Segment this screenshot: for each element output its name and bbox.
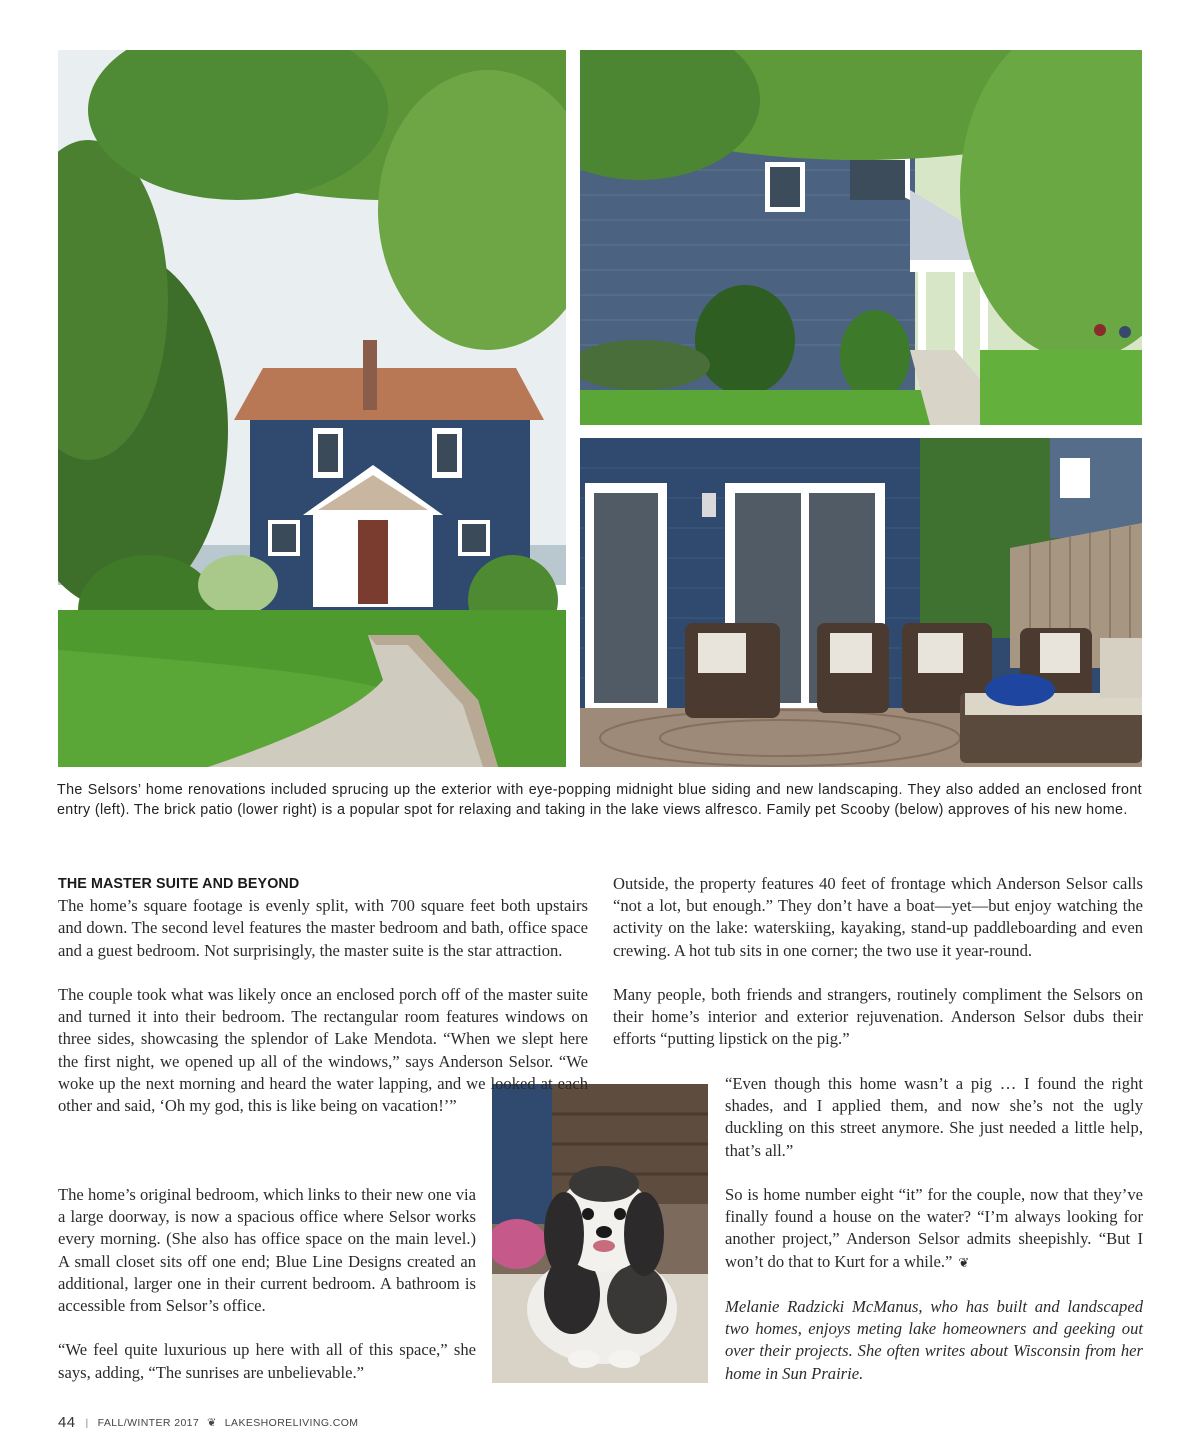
photo-patio: [580, 438, 1142, 767]
paragraph-quote: “Even though this home wasn’t a pig … I found the right shades, and I applied them, and now she’s not the ugly duckling on this street anymore. She just needed a little help, that’s all.”: [725, 1074, 1143, 1160]
paragraph-home-eight: [725, 1184, 1143, 1274]
section-heading: THE MASTER SUITE AND BEYOND: [58, 876, 300, 892]
article-column-right: [613, 873, 1143, 1051]
paragraph-compliments: Many people, both friends and strangers, routinely compliment the Selsors on their home’s interior and exterior rejuvenation. Anderson Selsor dubs their efforts “putting lipstick on the pig.”: [613, 985, 1143, 1049]
footer-separator: |: [85, 1416, 89, 1429]
photo-house-front: [58, 50, 566, 767]
article-column-left: [58, 873, 588, 1117]
photo-house-side: [580, 50, 1142, 425]
site-url: LAKESHORELIVING.COM: [224, 1416, 359, 1429]
end-mark-icon: ❦: [958, 1254, 970, 1270]
paragraph-square-footage: The home’s square footage is evenly split, with 700 square feet both upstairs and down. The second level features the master bedroom and bath, office space and a guest bedroom. Not surprisingly, the master suite is the star attraction.: [58, 896, 588, 960]
issue-label: FALL/WINTER 2017: [97, 1416, 200, 1429]
footer-mark-icon: ❦: [207, 1417, 217, 1429]
article-column-left-wrap: [58, 1184, 476, 1384]
paragraph-outside: Outside, the property features 40 feet of frontage which Anderson Selsor calls “not a lot, but enough.” They don’t have a boat—yet—but enjoy watching the activity on the lake: waterskiing, kayaking, stand-up paddleboarding and even crewing. A hot tub sits in one corner; the two use it year-round.: [613, 874, 1143, 960]
home-eight-text: So is home number eight “it” for the couple, now that they’ve finally found a house on the water? “I’m always looking for another project,” Anderson Selsor admits sheepishly. “But I won’t do that to Kurt for a while.”: [725, 1185, 1143, 1271]
page-footer: [58, 1414, 358, 1431]
page-number: 44: [58, 1414, 76, 1431]
article-column-right-lower: [725, 1073, 1143, 1385]
author-bio: Melanie Radzicki McManus, who has built and landscaped two homes, enjoys meting lake homeowners and geeking out over their projects. She often writes about Wisconsin from her home in Sun Prairie.: [725, 1297, 1143, 1383]
photo-dog-scooby: [492, 1084, 708, 1383]
paragraph-sunrises: “We feel quite luxurious up here with all of this space,” she says, adding, “The sunrises are unbelievable.”: [58, 1340, 476, 1382]
photo-caption: The Selsors’ home renovations included sprucing up the exterior with eye-popping midnight blue siding and new landscaping. They also added an enclosed front entry (left). The brick patio (lower right) is a popular spot for relaxing and taking in the lake views alfresco. Family pet Scooby (below) approves of his new home.: [57, 782, 1142, 818]
paragraph-bedroom: The couple took what was likely once an enclosed porch off of the master suite and turned it into their bedroom. The rectangular room features windows on three sides, showcasing the splendor of Lake Mendota. “When we slept here the first night, we opened up all of the windows,” says Anderson Selsor. “We woke up the next morning and heard the water lapping, and we looked at each other and said, ‘Oh my god, this is like being on vacation!’”: [58, 985, 588, 1116]
paragraph-office: The home’s original bedroom, which links to their new one via a large doorway, is now a spacious office where Selsor works every morning. (She also has office space on the main level.) A small closet sits off one end; Blue Line Designs created an additional, larger one in their current bedroom. A bathroom is accessible from Selsor’s office.: [58, 1185, 476, 1316]
